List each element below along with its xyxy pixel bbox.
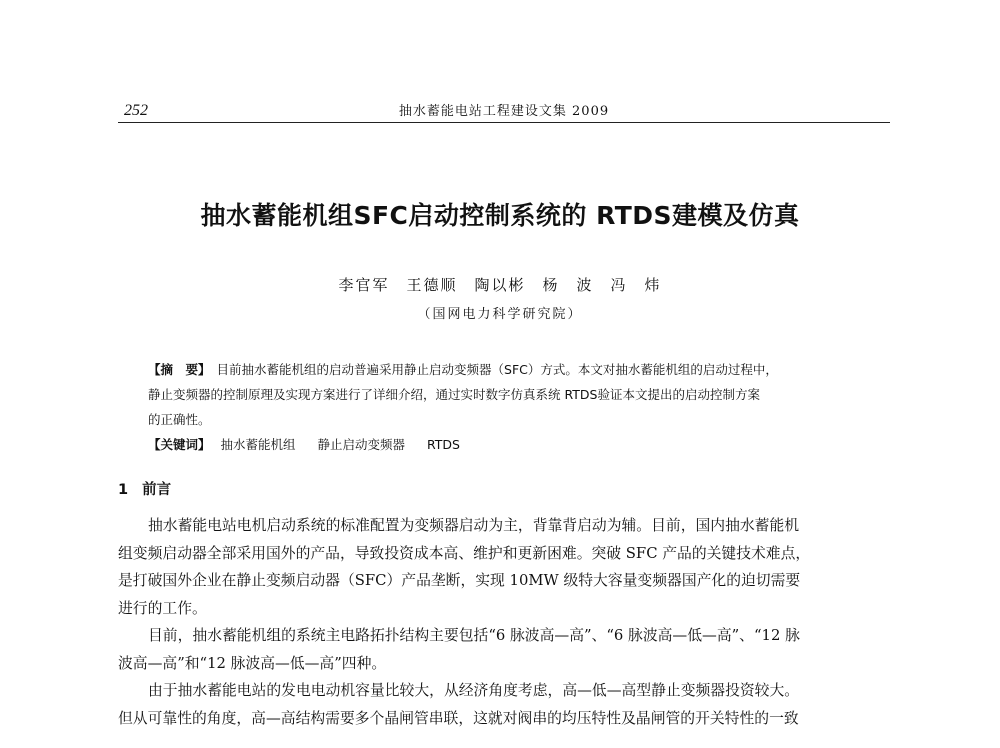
abstract-line: 静止变频器的控制原理及实现方案进行了详细介绍，通过实时数字仿真系统 RTDS验证本文提出的启动控制方案 [148,387,760,402]
author-list: 李官军 王德顺 陶以彬 杨 波 冯 炜 [338,276,662,294]
paper-title: 抽水蓄能机组SFC启动控制系统的 RTDS建模及仿真 [200,201,800,230]
keywords-label: 【关键词】 [148,437,211,452]
paragraph-line: 进行的工作。 [118,599,207,617]
paragraph-line: 组变频启动器全部采用国外的产品，导致投资成本高、维护和更新困难。突破 SFC 产品的关键技术难点， [118,544,811,562]
section-title: 前言 [142,482,172,498]
abstract [148,357,868,432]
keyword: 静止启动变频器 [317,437,406,452]
keyword: RTDS [427,437,460,452]
page-number: 252 [124,102,148,119]
body-text [118,512,900,732]
section-number: 1 [118,482,129,498]
paragraph-line: 波高—高”和“12 脉波高—低—高”四种。 [118,654,387,672]
running-header [118,96,890,123]
paragraph-line: 目前，抽水蓄能机组的系统主电路拓扑结构主要包括“6 脉波高—高”、“6 脉波高—低—高”、“12 脉 [148,627,800,644]
paragraph-line: 但从可靠性的角度，高—高结构需要多个晶闸管串联，这就对阀串的均压特性及晶闸管的开关特性的一致 [118,709,799,727]
abstract-text: 目前抽水蓄能机组的启动普遍采用静止启动变频器（SFC）方式。本文对抽水蓄能机组的启动过程中， [216,362,778,377]
section-heading [118,478,171,499]
author-affiliation: （国网电力科学研究院） [417,307,583,322]
keyword: 抽水蓄能机组 [220,437,296,452]
abstract-label: 【摘 要】 [148,362,211,377]
paragraph-line: 是打破国外企业在静止变频启动器（SFC）产品垄断，实现 10MW 级特大容量变频器国产化的迫切需要 [118,572,801,589]
abstract-line: 的正确性。 [148,412,211,427]
paragraph-line: 抽水蓄能电站电机启动系统的标准配置为变频器启动为主，背靠背启动为辅。目前，国内抽水蓄能机 [148,517,800,534]
paragraph-line: 由于抽水蓄能电站的发电电动机容量比较大，从经济角度考虑，高—低—高型静止变频器投资较大。 [148,682,800,699]
journal-title: 抽水蓄能电站工程建设文集 2009 [398,104,610,119]
abstract-line [148,357,868,382]
keywords [148,432,478,457]
